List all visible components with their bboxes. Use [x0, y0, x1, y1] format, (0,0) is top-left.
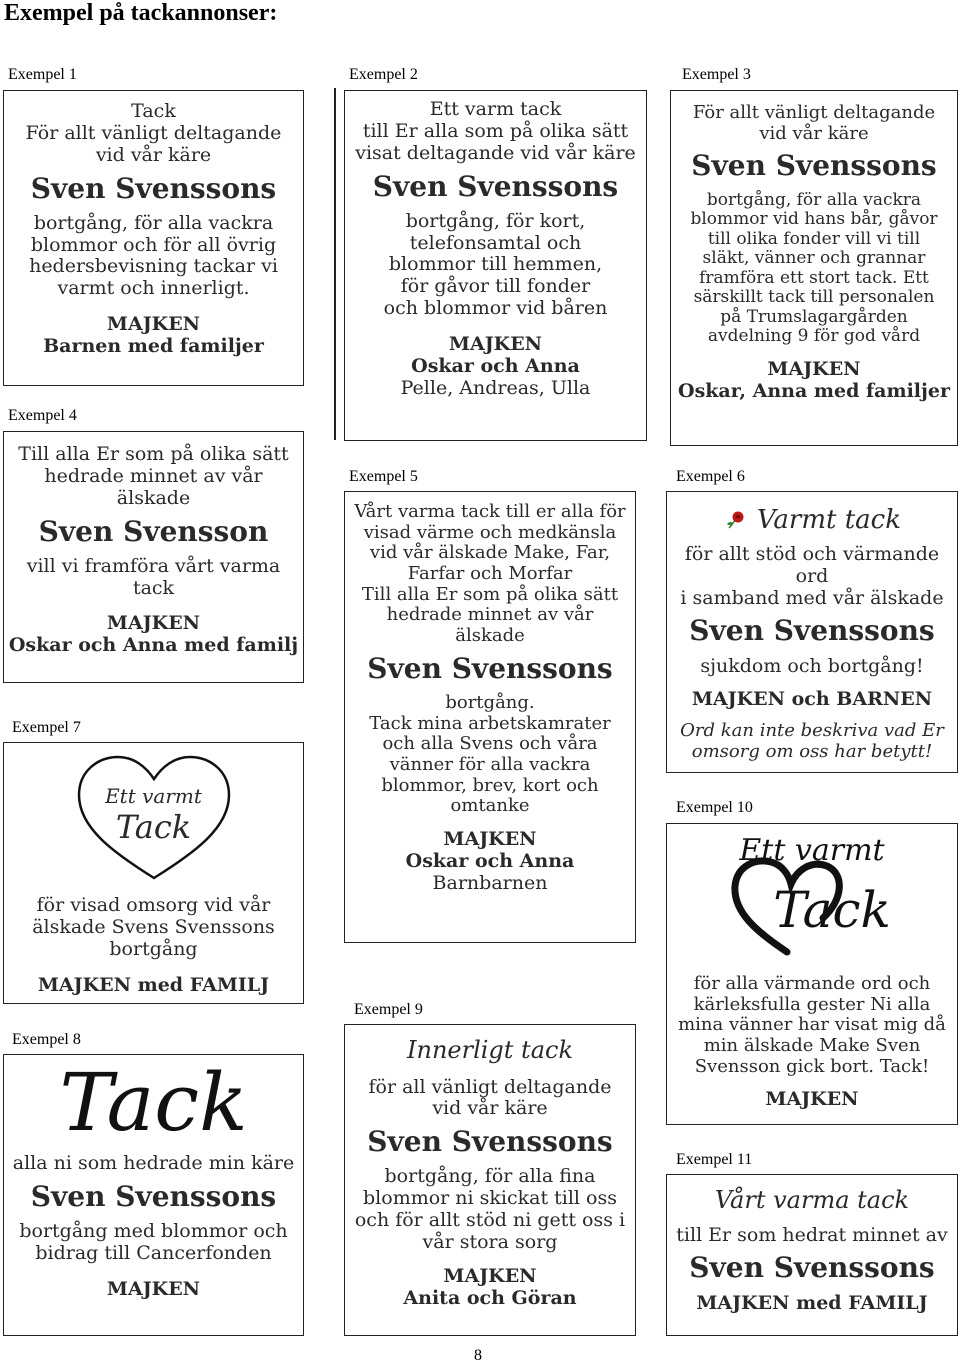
heart-graphic [4, 743, 303, 883]
label-example-4: Exempel 4 [8, 407, 77, 424]
ad-line: särskillt tack till personalen [693, 287, 935, 308]
ad-example-10 [666, 823, 958, 1125]
ad-line: Till alla Er som på olika sätt [18, 443, 289, 465]
deceased-name: Sven Svenssons [372, 169, 619, 203]
deceased-name: Sven Svensson [38, 514, 269, 548]
ad-line: avdelning 9 för god vård [707, 326, 921, 347]
ad-line: för all vänligt deltagande [368, 1075, 612, 1098]
ad-line: hedersbevisning tackar vi [29, 255, 278, 278]
ad-line: för gåvor till fonder [400, 275, 591, 298]
quote-line: Ord kan inte beskriva vad Er [680, 720, 944, 742]
ad-line: till Er alla som på olika sätt [362, 119, 629, 142]
signature: MAJKEN [106, 313, 201, 336]
ad-line: älskade Svens Svenssons [32, 915, 275, 938]
ad-line: älskade [116, 486, 191, 509]
ad-example-5 [344, 491, 636, 943]
ad-example-8 [3, 1054, 304, 1336]
label-example-2: Exempel 2 [349, 66, 418, 83]
ad-line: bidrag till Cancerfonden [35, 1241, 272, 1264]
label-example-11: Exempel 11 [676, 1151, 753, 1168]
deceased-name: Sven Svenssons [367, 1125, 613, 1159]
label-example-5: Exempel 5 [349, 468, 418, 485]
ad-line: För allt vänligt deltagande [25, 121, 282, 144]
ad-line: bortgång, för alla vackra [33, 211, 274, 234]
deceased-name: Sven Svenssons [691, 149, 937, 183]
quote-line: omsorg om oss har betytt! [691, 740, 933, 762]
ad-line: och för allt stöd ni gett oss i [354, 1209, 626, 1232]
label-example-10: Exempel 10 [676, 799, 753, 816]
ad-line: min älskade Make Sven [703, 1035, 921, 1057]
ad-line: bortgång med blommor och [19, 1220, 288, 1243]
page-number: 8 [474, 1347, 482, 1364]
ad-heading-script: Varmt tack [757, 505, 901, 535]
ad-line: bortgång. [445, 692, 535, 713]
ad-line: till olika fonder vill vi till [707, 228, 921, 249]
ad-line: släkt, vänner och grannar [702, 248, 926, 269]
ad-example-11 [666, 1174, 958, 1336]
ad-example-1 [3, 90, 304, 386]
deceased-name: Sven Svenssons [689, 614, 935, 648]
ad-line: vill vi framföra vårt varma [26, 554, 281, 577]
ad-line: vår stora sorg [422, 1231, 558, 1253]
signature: MAJKEN [443, 828, 537, 851]
heart-text: Ett varmt [739, 833, 885, 868]
ad-example-2 [344, 90, 647, 441]
ad-line: omtanke [450, 795, 530, 817]
ad-line: visad värme och medkänsla [363, 521, 617, 543]
signature: Oskar och Anna [411, 354, 580, 377]
label-example-6: Exempel 6 [676, 468, 745, 485]
ad-line: Till alla Er som på olika sätt [361, 583, 619, 605]
ad-line: till Er som hedrat minnet av [676, 1223, 948, 1246]
heart-text: Tack [115, 808, 192, 846]
ad-line: Ett varm tack [429, 98, 562, 120]
signature: MAJKEN [765, 1088, 859, 1111]
deceased-name: Sven Svenssons [30, 171, 277, 205]
signature: Oskar och Anna med familj [8, 634, 299, 657]
label-example-8: Exempel 8 [12, 1031, 81, 1048]
deceased-name: Sven Svenssons [30, 1179, 277, 1213]
ad-line: blommor ni skickat till oss [363, 1187, 617, 1210]
ad-line: Svensson gick bort. Tack! [694, 1055, 930, 1077]
signature: Pelle, Andreas, Ulla [400, 376, 591, 399]
signature: MAJKEN [106, 1277, 201, 1300]
ad-line: alla ni som hedrade min käre [12, 1152, 295, 1174]
ad-line: Vårt varma tack till er alla för [354, 501, 626, 522]
deceased-name: Sven Svenssons [689, 1251, 935, 1285]
signature: MAJKEN [767, 357, 861, 380]
ad-line: vid vår käre [95, 143, 212, 166]
heart-graphic [667, 824, 957, 964]
ad-line: vid vår käre [432, 1097, 548, 1120]
ad-line: på Trumslagargården [720, 306, 908, 327]
ad-line: bortgång, för alla vackra [706, 189, 922, 210]
ad-line: telefonsamtal och [409, 231, 582, 254]
ad-line: tack [132, 576, 175, 599]
ad-line: För allt vänligt deltagande [692, 102, 936, 123]
ad-line: och alla Svens och våra [382, 733, 598, 755]
ad-example-6 [666, 491, 958, 773]
ad-line: vid vår älskade Make, Far, [369, 542, 611, 564]
signature: MAJKEN [106, 612, 201, 635]
ad-heading-script: Innerligt tack [407, 1036, 573, 1064]
ad-line: sjukdom och bortgång! [700, 654, 924, 677]
ad-line: visat deltagande vid vår käre [355, 141, 636, 164]
ad-line: Tack [131, 100, 176, 122]
signature: Oskar, Anna med familjer [678, 379, 950, 402]
ad-heading-script: Vårt varma tack [714, 1186, 910, 1214]
label-example-3: Exempel 3 [682, 66, 751, 83]
label-example-7: Exempel 7 [12, 719, 81, 736]
signature: MAJKEN [448, 332, 543, 355]
ad-line: för allt stöd och värmande ord [684, 542, 940, 587]
ad-line: varmt och innerligt. [57, 277, 250, 300]
signature: MAJKEN med FAMILJ [696, 1291, 928, 1314]
ad-line: för alla värmande ord och [693, 973, 931, 994]
ad-line: kärleksfulla gester Ni alla [693, 993, 931, 1015]
signature: Oskar och Anna [405, 849, 575, 872]
label-example-9: Exempel 9 [354, 1001, 423, 1018]
ad-line: blommor till hemmen, [388, 253, 603, 276]
ad-line: blommor, brev, kort och [381, 774, 599, 796]
ad-example-7 [3, 742, 304, 1004]
heart-text: Ett varmt [105, 784, 202, 808]
ad-example-3 [670, 90, 958, 446]
signature: MAJKEN med FAMILJ [37, 973, 270, 996]
page-heading: Exempel på tackannonser: [4, 0, 278, 26]
signature: MAJKEN och BARNEN [691, 688, 933, 711]
ad-line: blommor och för all övrig [30, 233, 277, 256]
ad-line: framföra ett stort tack. Ett [699, 267, 929, 288]
ad-line: bortgång, för kort, [405, 209, 586, 232]
ad-line: vid vår käre [759, 122, 869, 144]
signature: Barnen med familjer [43, 334, 264, 357]
ad-line: blommor vid hans bår, gåvor [690, 209, 938, 230]
ad-line: och blommor vid båren [383, 297, 608, 320]
ad-line: i samband med vår älskade [680, 586, 944, 609]
ad-line: hedrade minnet av vår [44, 464, 263, 487]
divider-line [334, 88, 336, 440]
ad-line: för visad omsorg vid vår [36, 894, 271, 916]
ad-line: Farfar och Morfar [407, 563, 573, 585]
deceased-name: Sven Svenssons [367, 651, 613, 685]
label-example-1: Exempel 1 [8, 66, 77, 83]
ad-line: Tack mina arbetskamrater [369, 712, 611, 734]
ad-line: bortgång [109, 937, 198, 960]
signature: Anita och Göran [403, 1286, 577, 1309]
signature: MAJKEN [443, 1264, 537, 1287]
ad-line: bortgång, för alla fina [384, 1165, 596, 1188]
ad-line: mina vänner har visat mig då [678, 1014, 946, 1036]
heart-text: Tack [773, 881, 891, 939]
ad-heading-script: Tack [59, 1056, 248, 1149]
ad-line: älskade [455, 625, 525, 647]
rose-icon [723, 510, 749, 532]
ad-line: hedrade minnet av vår [386, 604, 594, 626]
ad-example-9 [344, 1024, 636, 1336]
ad-line: vänner för alla vackra [389, 754, 591, 776]
ad-example-4 [3, 431, 304, 683]
signature: Barnbarnen [432, 871, 548, 894]
